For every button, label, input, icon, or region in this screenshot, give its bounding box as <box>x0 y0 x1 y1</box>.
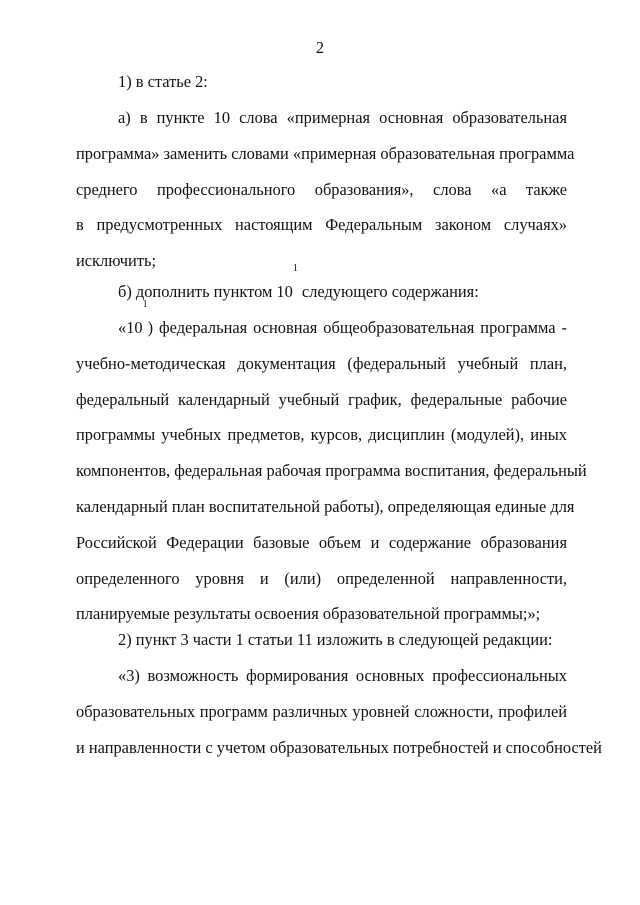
paragraph-4-line-1 <box>76 299 567 346</box>
paragraph-3 <box>76 263 567 310</box>
paragraph-4-superscript: 1 <box>142 299 148 310</box>
paragraph-2-line-5: исключить; <box>76 251 157 271</box>
paragraph-2-line-3: среднего профессионального образования», слова «а также <box>76 179 567 199</box>
paragraph-4-line-3: федеральный календарный учебный график, федеральные рабочие <box>76 389 567 409</box>
paragraph-6 <box>76 658 602 765</box>
paragraph-4-line-2: учебно-методическая документация (федеральный учебный план, <box>76 353 567 373</box>
paragraph-4-line-4: программы учебных предметов, курсов, дисциплин (модулей), иных <box>76 425 567 445</box>
paragraph-6-line-3: и направленности с учетом образовательных потребностей и способностей <box>76 737 602 757</box>
paragraph-4-first-rest: ) федеральная основная общеобразовательная программа - <box>147 318 567 337</box>
paragraph-1: 1) в статье 2: <box>118 72 208 91</box>
paragraph-4-line-8: определенного уровня и (или) определенной направленности, <box>76 568 567 588</box>
paragraph-2 <box>76 100 575 279</box>
paragraph-4 <box>76 299 587 632</box>
paragraph-3-superscript: 1 <box>292 263 298 274</box>
paragraph-6-line-1: «3) возможность формирования основных профессиональных <box>118 666 567 685</box>
paragraph-3-text: б) дополнить пунктом 10 <box>118 282 293 301</box>
page-number: 2 <box>315 38 325 57</box>
paragraph-2-line-1: а) в пункте 10 слова «примерная основная образовательная <box>118 108 567 127</box>
paragraph-5: 2) пункт 3 части 1 статьи 11 изложить в следующей редакции: <box>118 630 553 649</box>
paragraph-4-line-9: планируемые результаты освоения образовательной программы;»; <box>76 604 541 624</box>
paragraph-4-line-6: календарный план воспитательной работы), определяющая единые для <box>76 496 575 516</box>
paragraph-4-open: «10 <box>118 318 143 337</box>
paragraph-2-line-2: программа» заменить словами «примерная образовательная программа <box>76 143 575 163</box>
paragraph-2-line-4: в предусмотренных настоящим Федеральным законом случаях» <box>76 215 567 235</box>
paragraph-4-line-7: Российской Федерации базовые объем и содержание образования <box>76 532 567 552</box>
paragraph-3-text-end: следующего содержания: <box>297 282 479 301</box>
paragraph-6-line-2: образовательных программ различных уровней сложности, профилей <box>76 701 567 721</box>
paragraph-4-line-5: компонентов, федеральная рабочая программа воспитания, федеральный <box>76 461 587 481</box>
